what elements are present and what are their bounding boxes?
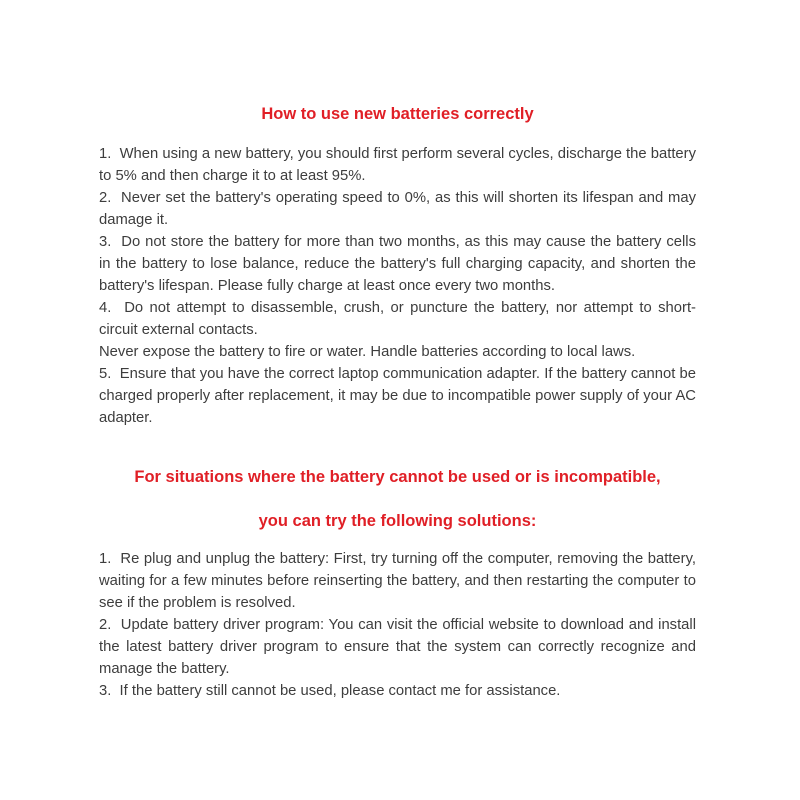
- section1-paragraph-2: 2. Never set the battery's operating speed to 0%, as this will shorten its lifespan and may damage it.: [99, 190, 696, 228]
- section1-paragraph-4: 4. Do not attempt to disassemble, crush, or puncture the battery, nor attempt to short-circuit external contacts.: [99, 300, 696, 338]
- section2-paragraph-2: 2. Update battery driver program: You can visit the official website to download and install the latest battery driver program to ensure that the system can correctly recognize and manage the battery.: [99, 617, 696, 677]
- section1-paragraph-6: 5. Ensure that you have the correct laptop communication adapter. If the battery cannot be charged properly after replacement, it may be due to incompatible power supply of your AC adapter.: [99, 366, 696, 426]
- section1-paragraph-5: Never expose the battery to fire or water. Handle batteries according to local laws.: [99, 344, 636, 360]
- content-area: [99, 104, 696, 702]
- section1-paragraph-1: 1. When using a new battery, you should first perform several cycles, discharge the battery to 5% and then charge it to at least 95%.: [99, 146, 696, 184]
- section2-paragraph-3: 3. If the battery still cannot be used, please contact me for assistance.: [99, 683, 561, 699]
- section2-heading-line2: you can try the following solutions:: [258, 512, 537, 530]
- section1-paragraph-3: 3. Do not store the battery for more than two months, as this may cause the battery cells in the battery to lose balance, reduce the battery's full charging capacity, and shorten the battery's lifespan. Please fully charge at least once every two months.: [99, 234, 696, 294]
- section2-heading-line1: For situations where the battery cannot be used or is incompatible,: [134, 468, 661, 486]
- section1-heading: How to use new batteries correctly: [261, 105, 534, 123]
- section2-paragraph-1: 1. Re plug and unplug the battery: First, try turning off the computer, removing the battery, waiting for a few minutes before reinserting the battery, and then restarting the computer to see if the problem is resolved.: [99, 551, 696, 611]
